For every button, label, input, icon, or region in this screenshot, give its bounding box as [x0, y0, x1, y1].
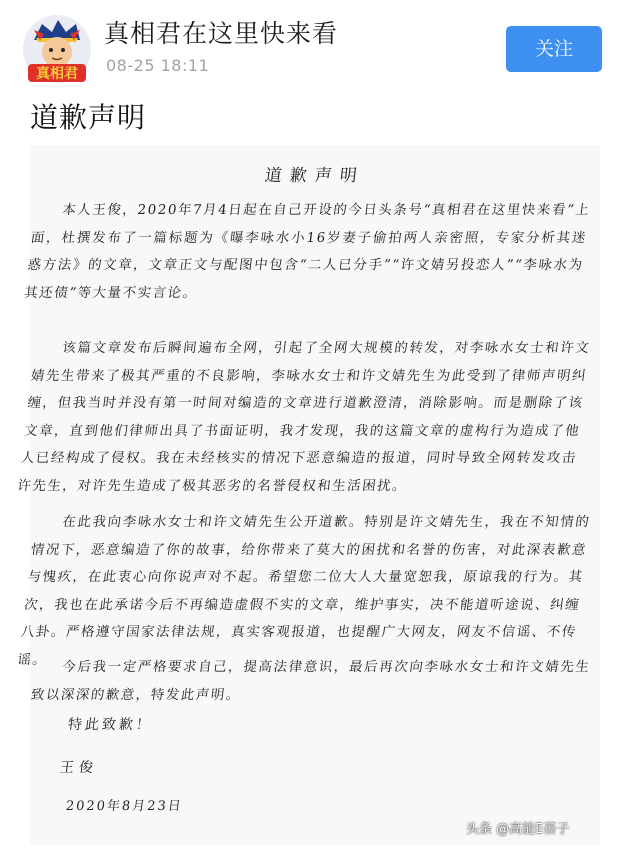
- letter-paragraph-4: 今后我一定严格要求自己，提高法律意识，最后再次向李咏水女士和许文婧先生致以深深的歉意，特发此声明。: [30, 660, 592, 703]
- apology-letter-image[interactable]: [16, 145, 600, 845]
- follow-button[interactable]: 关注: [506, 26, 602, 72]
- post-title: 道歉声明: [30, 101, 147, 134]
- letter-closing: 特此致歉！: [66, 717, 154, 733]
- letter-date: 2020年8月23日: [64, 799, 184, 814]
- post-time: 08-25 18:11: [106, 56, 210, 75]
- watermark: 头条 @高能E蓓子: [466, 822, 570, 837]
- letter-paragraph-1: 本人王俊，2020年7月4日起在自己开设的今日头条号“真相君在这里快来看”上面，杜撰发布了一篇标题为《曝李咏水小16岁妻子偷拍两人亲密照，专家分析其迷惑方法》的文章，文章正文与配图中包含“二人已分手”“许文婧另投恋人”“李咏水为其还债”等大量不实言论。: [23, 203, 592, 301]
- post-header: [0, 0, 630, 90]
- letter-paragraph-2: 该篇文章发布后瞬间遍布全网，引起了全网大规模的转发，对李咏水女士和许文婧先生带来了极其严重的不良影响，李咏水女士和许文婧先生为此受到了律师声明纠缠，但我当时并没有第一时间对编造的文章进行道歉澄清，消除影响。而是删除了该文章，直到他们律师出具了书面证明，我才发现，我的这篇文章的虚构行为造成了他人已经构成了侵权。我在未经核实的情况下恶意编造的报道，同时导致全网转发攻击许先生，对许先生造成了极其恶劣的名誉侵权和生活困扰。: [16, 341, 592, 494]
- author-name[interactable]: 真相君在这里快来看: [104, 19, 339, 48]
- avatar[interactable]: [22, 14, 92, 84]
- letter-title: 道歉声明: [263, 166, 366, 186]
- letter-paragraph-3: 在此我向李咏水女士和许文婧先生公开道歉。特别是许文婧先生，我在不知情的情况下，恶意编造了你的故事，给你带来了莫大的困扰和名誉的伤害，对此深表歉意与愧疚，在此衷心向你说声对不起。希望您二位大人大量宽恕我，原谅我的行为。其次，我也在此承诺今后不再编造虚假不实的文章，维护事实，决不能道听途说、纠缠八卦。严格遵守国家法律法规，真实客观报道，也提醒广大网友，网友不信谣、不传谣。: [16, 515, 592, 668]
- letter-signature: 王俊: [58, 760, 99, 776]
- avatar-logo-text: 真相君: [36, 66, 78, 82]
- avatar-image: [22, 14, 92, 84]
